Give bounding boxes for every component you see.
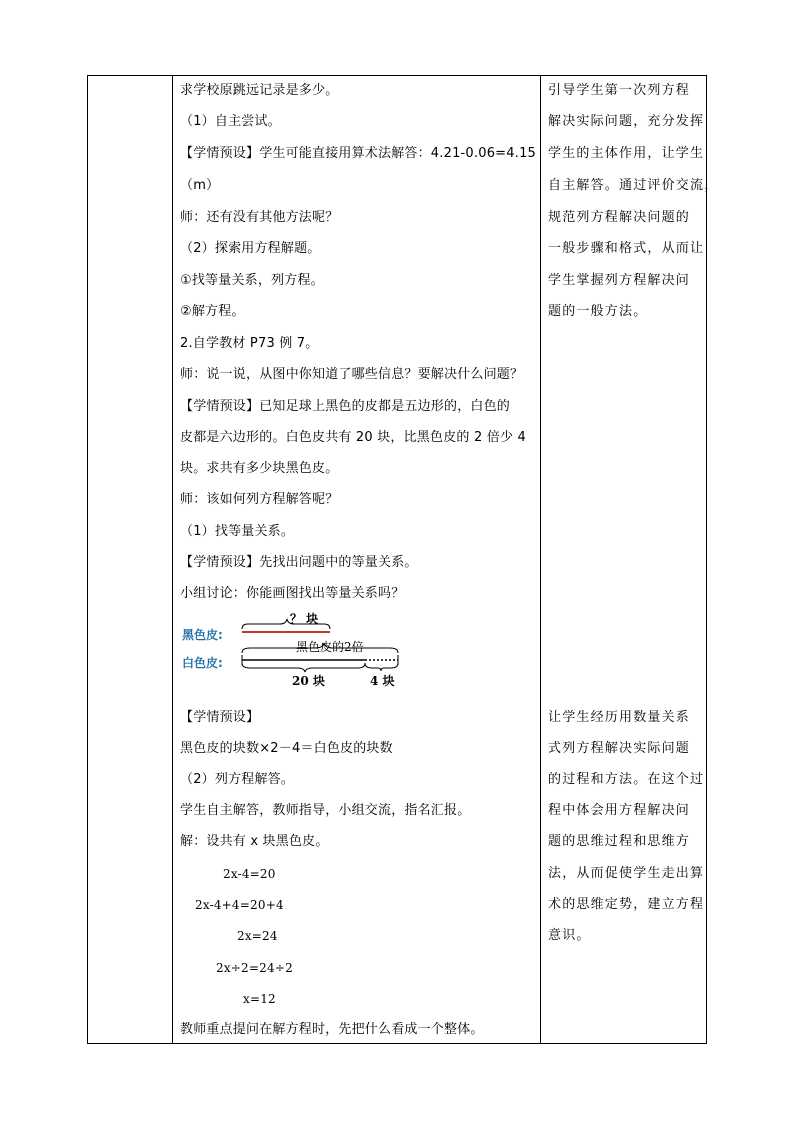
equation-line: 2x-4=20 xyxy=(223,867,276,881)
text-line: 块。求共有多少块黑色皮。 xyxy=(180,461,339,476)
text-line: 【学情预设】学生可能直接用算术法解答：4.21-0.06=4.15 xyxy=(180,146,537,161)
text-line: （m） xyxy=(180,178,220,193)
white-label: 白色皮: xyxy=(182,656,223,670)
text-line: （1）自主尝试。 xyxy=(180,114,281,129)
note-line: 学生掌握列方程解决问 xyxy=(548,273,691,288)
text-line: 【学情预设】已知足球上黑色的皮都是五边形的，白色的 xyxy=(180,399,511,414)
note-line: 规范列方程解决问题的 xyxy=(548,210,691,225)
equation-line: 2x÷2=24÷2 xyxy=(216,961,293,975)
text-line: （2）探索用方程解题。 xyxy=(180,241,321,256)
note-line: 意识。 xyxy=(548,928,591,943)
equation-line: 2x-4+4=20+4 xyxy=(195,898,284,912)
note-line: 式列方程解决实际问题 xyxy=(548,741,691,756)
note-line: 一般步骤和格式，从而让 xyxy=(548,241,705,256)
text-line: 解：设共有 x 块黑色皮。 xyxy=(180,834,329,849)
equation-line: 2x=24 xyxy=(237,929,278,943)
note-line: 引导学生第一次列方程 xyxy=(548,83,691,98)
text-line: （1）找等量关系。 xyxy=(180,524,295,539)
note-line: 解决实际问题，充分发挥 xyxy=(548,114,705,129)
text-line: ②解方程。 xyxy=(180,304,245,319)
text-line: 小组讨论：你能画图找出等量关系吗？ xyxy=(180,586,405,601)
double-label: 黑色皮的2倍 xyxy=(296,640,364,654)
text-line: ①找等量关系，列方程。 xyxy=(180,273,324,288)
text-line: 学生自主解答，教师指导，小组交流，指名汇报。 xyxy=(180,803,471,818)
note-line: 自主解答。通过评价交流， xyxy=(548,178,719,193)
note-line: 学生的主体作用，让学生 xyxy=(548,146,705,161)
text-line: 教师重点提问在解方程时，先把什么看成一个整体。 xyxy=(180,1022,484,1037)
note-line: 题的思维过程和思维方 xyxy=(548,834,691,849)
text-line: 2.自学教材 P73 例 7。 xyxy=(180,336,319,351)
column-divider-right xyxy=(540,76,541,1043)
text-line: 【学情预设】先找出问题中的等量关系。 xyxy=(180,555,418,570)
text-line: 【学情预设】 xyxy=(180,710,260,725)
text-line: 黑色皮的块数×2－4＝白色皮的块数 xyxy=(180,741,393,756)
less-count-label: 4 块 xyxy=(370,674,395,688)
note-line: 让学生经历用数量关系 xyxy=(548,710,691,725)
note-line: 术的思维定势，建立方程 xyxy=(548,897,705,912)
note-line: 的过程和方法。在这个过 xyxy=(548,772,705,787)
black-label: 黑色皮: xyxy=(182,628,223,642)
column-divider-left xyxy=(172,76,173,1043)
lesson-table xyxy=(87,75,719,1044)
text-line: 求学校原跳远记录是多少。 xyxy=(180,83,339,98)
text-line: 师：该如何列方程解答呢？ xyxy=(180,492,339,507)
note-line: 程中体会用方程解决问 xyxy=(548,803,691,818)
equation-line: x=12 xyxy=(243,992,276,1006)
text-line: 师：说一说，从图中你知道了哪些信息？要解决什么问题？ xyxy=(180,367,524,382)
text-line: 师：还有没有其他方法呢？ xyxy=(180,210,339,225)
question-label: ？ 块 xyxy=(290,612,319,626)
segment-diagram xyxy=(180,610,420,690)
diagram-lines xyxy=(180,610,420,690)
white-count-label: 20 块 xyxy=(292,674,325,688)
note-line: 法，从而促使学生走出算 xyxy=(548,866,705,881)
note-line: 题的一般方法。 xyxy=(548,304,648,319)
text-line: 皮都是六边形的。白色皮共有 20 块，比黑色皮的 2 倍少 4 xyxy=(180,430,526,445)
text-line: （2）列方程解答。 xyxy=(180,772,295,787)
